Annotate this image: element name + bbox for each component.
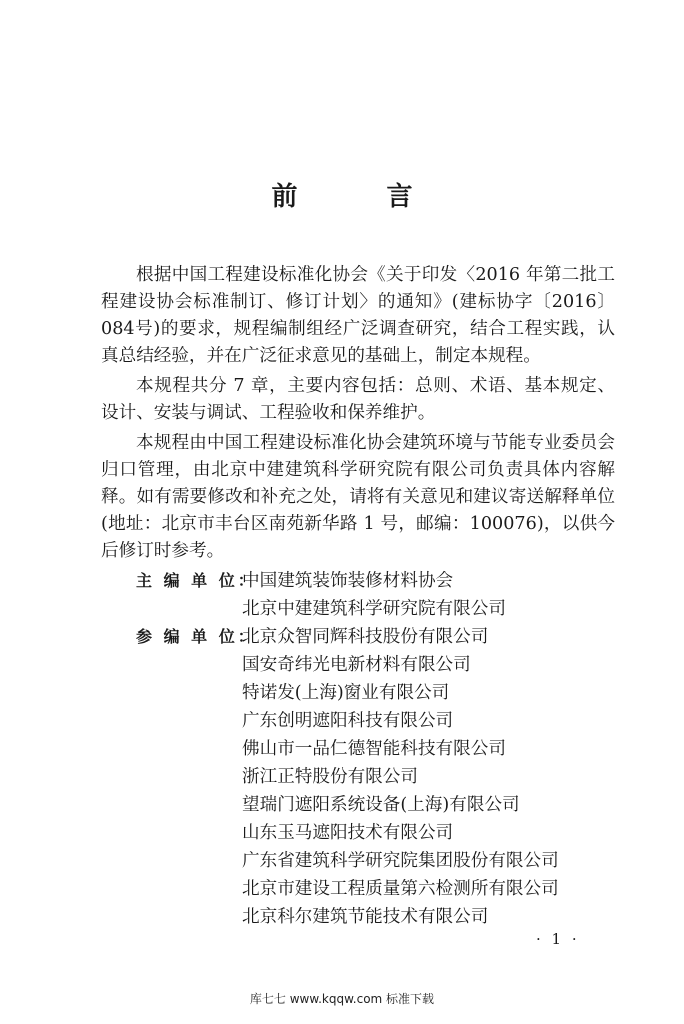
- list-item: 北京众智同辉科技股份有限公司: [242, 627, 489, 647]
- list-item: 北京科尔建筑节能技术有限公司: [242, 907, 489, 927]
- paragraph-3: 本规程由中国工程建设标准化协会建筑环境与节能专业委员会归口管理，由北京中建建筑科学研究院有限公司负责具体内容解释。如有需要修改和补充之处，请将有关意见和建议寄送解释单位(地址：北京市丰台区南苑新华路 1 号，邮编：100076)，以供今后修订时参考。: [101, 433, 615, 561]
- list-item: 北京中建建筑科学研究院有限公司: [242, 599, 506, 619]
- list-item: 特诺发(上海)窗业有限公司: [242, 683, 450, 703]
- participating-units-block: [136, 623, 559, 931]
- list-item: 佛山市一品仁德智能科技有限公司: [242, 739, 506, 759]
- page-title: 前 言: [271, 182, 453, 212]
- foreword-body: [101, 262, 615, 568]
- chief-units-block: [136, 567, 559, 623]
- page-number: · 1 ·: [536, 930, 580, 948]
- list-item: 广东创明遮阳科技有限公司: [242, 711, 454, 731]
- chief-units-list: [242, 567, 506, 623]
- list-item: 山东玉马遮阳技术有限公司: [242, 823, 454, 843]
- paragraph-1: 根据中国工程建设标准化协会《关于印发〈2016 年第二批工程建设协会标准制订、修订计划〉的通知》(建标协字〔2016〕084号)的要求，规程编制组经广泛调查研究，结合工程实践，认真总结经验，并在广泛征求意见的基础上，制定本规程。: [101, 265, 615, 366]
- footer-watermark: 库七七 www.kqqw.com 标准下载: [249, 992, 435, 1006]
- participating-units-list: [242, 623, 559, 931]
- list-item: 北京市建设工程质量第六检测所有限公司: [242, 879, 559, 899]
- list-item: 中国建筑装饰装修材料协会: [242, 571, 454, 591]
- chief-units-label: 主 编 单 位：: [136, 571, 257, 590]
- list-item: 浙江正特股份有限公司: [242, 767, 418, 787]
- list-item: 望瑞门遮阳系统设备(上海)有限公司: [242, 795, 520, 815]
- list-item: 国安奇纬光电新材料有限公司: [242, 655, 471, 675]
- participating-units-label: 参 编 单 位：: [136, 627, 257, 646]
- paragraph-2: 本规程共分 7 章，主要内容包括：总则、术语、基本规定、设计、安装与调试、工程验收和保养维护。: [101, 376, 615, 423]
- units-section: [136, 567, 559, 931]
- list-item: 广东省建筑科学研究院集团股份有限公司: [242, 851, 559, 871]
